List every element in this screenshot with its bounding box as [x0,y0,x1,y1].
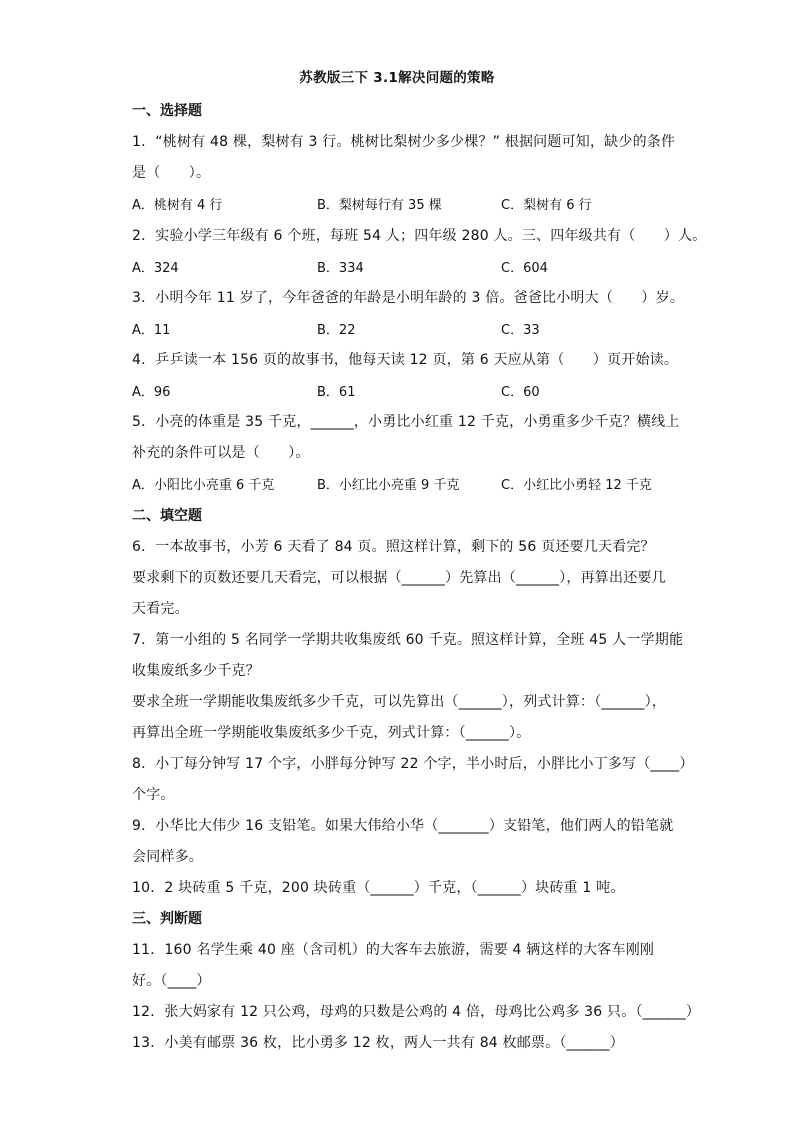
question-text: 4．乒乒读一本 156 页的故事书，他每天读 12 页，第 6 天应从第（ ）页开始读。 [132,352,679,368]
option-c: C．小红比小勇轻 12 千克 [501,478,652,493]
question-text: 好。（____） [132,973,211,989]
answer-options [132,257,672,277]
question-text: 补充的条件可以是（ ）。 [132,445,310,461]
option-c: C．60 [501,385,540,400]
question-text: 2．实验小学三年级有 6 个班，每班 54 人；四年级 280 人。三、四年级共有（ ）人。 [132,228,707,244]
option-a: A．11 [132,323,171,338]
option-c: C．604 [501,261,548,276]
question-text: 3．小明今年 11 岁了，今年爸爸的年龄是小明年龄的 3 倍。爸爸比小明大（ ）岁。 [132,290,685,306]
question-text: 会同样多。 [132,849,203,865]
question-text: 再算出全班一学期能收集废纸多少千克，列式计算：（______）。 [132,725,531,741]
question-text: 8．小丁每分钟写 17 个字，小胖每分钟写 22 个字，半小时后，小胖比小丁多写（____） [132,756,694,772]
question-text: 12．张大妈家有 12 只公鸡，母鸡的只数是公鸡的 4 倍，母鸡比公鸡多 36 只。（______） [132,1004,701,1020]
section-heading-multiple-choice: 一、选择题 [132,103,202,119]
question-text: 10．2 块砖重 5 千克，200 块砖重（______）千克，（______）块砖重 1 吨。 [132,880,625,896]
option-b: B．22 [317,323,356,338]
answer-options [132,474,672,494]
question-text: 11．160 名学生乘 40 座（含司机）的大客车去旅游，需要 4 辆这样的大客车刚刚 [132,942,655,958]
option-b: B．61 [317,385,356,400]
section-heading-fill-in: 二、填空题 [132,508,202,524]
option-c: C．33 [501,323,540,338]
question-text: 6．一本故事书，小芳 6 天看了 84 页。照这样计算，剩下的 56 页还要几天看完？ [132,539,655,555]
question-text: 13．小美有邮票 36 枚，比小勇多 12 枚，两人一共有 84 枚邮票。（______） [132,1035,624,1051]
question-text: 要求全班一学期能收集废纸多少千克，可以先算出（______），列式计算：（______）， [132,694,666,710]
answer-options [132,381,672,401]
option-b: B．334 [317,261,364,276]
question-text: 是（ ）。 [132,165,211,181]
question-text: 要求剩下的页数还要几天看完，可以根据（______）先算出（______），再算出还要几 [132,570,666,586]
answer-options [132,194,672,214]
answer-options [132,319,672,339]
question-text: 7．第一小组的 5 名同学一学期共收集废纸 60 千克。照这样计算，全班 45 人一学期能 [132,632,684,648]
page-title: 苏教版三下 3.1解决问题的策略 [299,70,495,86]
question-text: 收集废纸多少千克？ [132,663,260,679]
section-heading-true-false: 三、判断题 [132,911,202,927]
question-text: 9．小华比大伟少 16 支铅笔。如果大伟给小华（_______）支铅笔，他们两人的铅笔就 [132,818,674,834]
option-a: A．324 [132,261,179,276]
question-text: 天看完。 [132,601,189,617]
option-c: C．梨树有 6 行 [501,198,592,213]
option-a: A．96 [132,385,171,400]
question-text: 5．小亮的体重是 35 千克，______，小勇比小红重 12 千克，小勇重多少千克？横线上 [132,414,680,430]
option-a: A．桃树有 4 行 [132,198,223,213]
option-a: A．小阳比小亮重 6 千克 [132,478,275,493]
option-b: B．小红比小亮重 9 千克 [317,478,460,493]
question-text: 1．“桃树有 48 棵，梨树有 3 行。桃树比梨树少多少棵？” 根据问题可知，缺少的条件 [132,134,676,150]
option-b: B．梨树每行有 35 棵 [317,198,442,213]
question-text: 个字。 [132,787,175,803]
